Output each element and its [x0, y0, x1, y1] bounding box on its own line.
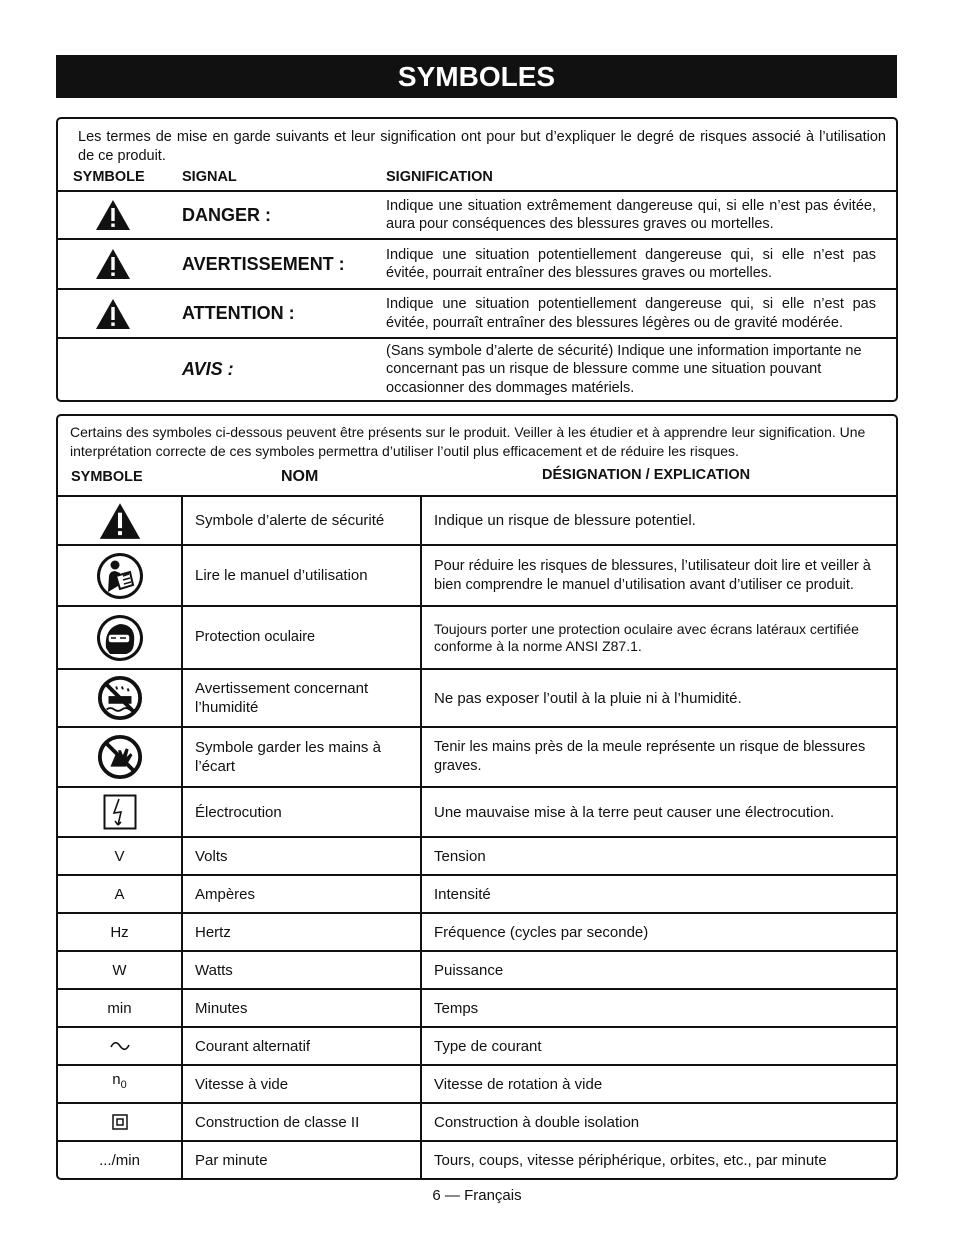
header-symbol: SYMBOLE — [71, 469, 143, 485]
signal-row-avertissement — [58, 238, 896, 288]
class-ii-construction-icon — [112, 1114, 128, 1130]
signal-meaning: Indique une situation potentiellement dangereuse qui, si elle n’est pas évitée, pourrait entraîner des blessures graves ou mortelles. — [386, 246, 876, 281]
header-meaning: SIGNIFICATION — [386, 169, 493, 185]
symbol-text: min — [107, 999, 132, 1017]
symbol-name: Minutes — [195, 999, 248, 1017]
table-row — [58, 950, 896, 988]
symbol-designation: Puissance — [434, 961, 504, 979]
read-manual-icon — [96, 552, 144, 600]
symbol-designation: Pour réduire les risques de blessures, l’utilisateur doit lire et veiller à bien comprendre le manuel d’utilisation avant d’utiliser ce produit. — [434, 557, 871, 593]
table-row — [58, 495, 896, 544]
table-row — [58, 874, 896, 912]
table-row — [58, 726, 896, 786]
header-signal: SIGNAL — [182, 169, 237, 185]
signal-row-attention — [58, 288, 896, 337]
symbol-text: W — [112, 961, 127, 979]
keep-hands-away-icon — [97, 734, 143, 780]
symbol-name: Watts — [195, 961, 233, 979]
warning-triangle-icon — [95, 298, 131, 330]
symbol-name: Électrocution — [195, 803, 282, 821]
symbol-designation: Fréquence (cycles par seconde) — [434, 923, 649, 941]
symbol-name: Ampères — [195, 885, 256, 903]
symbol-designation: Type de courant — [434, 1037, 542, 1055]
symbol-designation: Toujours porter une protection oculaire avec écrans latéraux certifiée conforme à la norme ANSI Z87.1. — [434, 620, 859, 654]
symbol-designation: Ne pas exposer l’outil à la pluie ni à l’humidité. — [434, 689, 742, 707]
table-row — [58, 786, 896, 836]
symbol-name: Volts — [195, 847, 228, 865]
symbol-name: Avertissement concernant l’humidité — [195, 680, 369, 716]
symbol-designation: Tension — [434, 847, 486, 865]
signal-label: AVERTISSEMENT : — [182, 253, 345, 274]
table-row — [58, 988, 896, 1026]
signal-row-avis — [58, 337, 896, 400]
signal-label: ATTENTION : — [182, 303, 295, 323]
symbol-name: Courant alternatif — [195, 1037, 311, 1055]
symbol-designation: Tours, coups, vitesse périphérique, orbites, etc., par minute — [434, 1151, 827, 1169]
alternating-current-icon — [110, 1040, 130, 1052]
symbol-name: Vitesse à vide — [195, 1075, 289, 1093]
table-row — [58, 912, 896, 950]
table-row — [58, 1064, 896, 1102]
symbol-name: Symbole d’alerte de sécurité — [195, 512, 385, 529]
table-row — [58, 605, 896, 668]
table-row — [58, 1102, 896, 1140]
signal-row-danger — [58, 190, 896, 238]
table-row — [58, 668, 896, 726]
page-title: SYMBOLES — [56, 55, 897, 98]
symbol-name: Lire le manuel d’utilisation — [195, 567, 368, 584]
symbol-designation: Indique un risque de blessure potentiel. — [434, 512, 696, 529]
signal-meaning: (Sans symbole d’alerte de sécurité) Indique une information importante ne concernant pas un risque de blessure comme une situation pouvant occasionner des dommages matériels. — [386, 342, 862, 396]
signal-words-box — [56, 117, 898, 402]
header-name: NOM — [281, 468, 319, 485]
symbol-text: .../min — [99, 1151, 140, 1169]
symbol-designation: Tenir les mains près de la meule représente un risque de blessures graves. — [434, 739, 866, 774]
signal-meaning: Indique une situation extrêmement dangereuse qui, si elle n’est pas évitée, aura pour conséquences des blessures graves ou mortelles. — [386, 197, 876, 232]
symbol-designation: Construction à double isolation — [434, 1113, 640, 1131]
symbol-name: Construction de classe II — [195, 1113, 360, 1131]
table-row — [58, 544, 896, 605]
symbols-table — [58, 495, 896, 1178]
eye-protection-icon — [96, 614, 144, 662]
electrocution-icon — [103, 794, 137, 830]
no-load-speed-symbol: $n_0$ — [112, 1071, 127, 1091]
symbol-designation: Temps — [434, 999, 479, 1017]
symbol-designation: Une mauvaise mise à la terre peut causer une électrocution. — [434, 803, 835, 821]
symbols-intro: Certains des symboles ci-dessous peuvent être présents sur le produit. Veiller à les étudier et à apprendre leur signification. Une interprétation correcte de ces symboles permettra d’utiliser l’outil plus efficacement et de réduire les risques. — [70, 424, 866, 459]
no-wet-conditions-icon — [97, 675, 143, 721]
table-row — [58, 1026, 896, 1064]
warning-triangle-icon — [95, 199, 131, 231]
warning-triangle-icon — [95, 248, 131, 280]
symbol-designation: Vitesse de rotation à vide — [434, 1075, 603, 1093]
symbol-name: Protection oculaire — [195, 629, 316, 645]
symbol-designation: Intensité — [434, 885, 491, 903]
table-row — [58, 836, 896, 874]
symbol-text: V — [114, 847, 125, 865]
page-footer: 6 — Français — [432, 1187, 522, 1204]
symbol-name: Symbole garder les mains à l’écart — [195, 739, 381, 775]
signal-label: AVIS : — [182, 359, 234, 379]
warning-triangle-icon — [98, 502, 142, 540]
header-designation: DÉSIGNATION / EXPLICATION — [542, 467, 751, 483]
symbols-box — [56, 414, 898, 1180]
signal-meaning: Indique une situation potentiellement dangereuse qui, si elle n’est pas évitée, pourraît entraîner des blessures légères ou de gravité modérée. — [386, 296, 876, 331]
signal-label: DANGER : — [182, 204, 271, 225]
symbol-name: Hertz — [195, 923, 231, 941]
table-row — [58, 1140, 896, 1178]
symbol-text: Hz — [110, 923, 129, 941]
header-symbol: SYMBOLE — [73, 169, 145, 185]
symbol-text: A — [114, 885, 125, 903]
symbol-name: Par minute — [195, 1151, 268, 1169]
signal-intro: Les termes de mise en garde suivants et leur signification ont pour but d’expliquer le degré de risques associé à l’utilisation de ce produit. — [78, 129, 886, 164]
